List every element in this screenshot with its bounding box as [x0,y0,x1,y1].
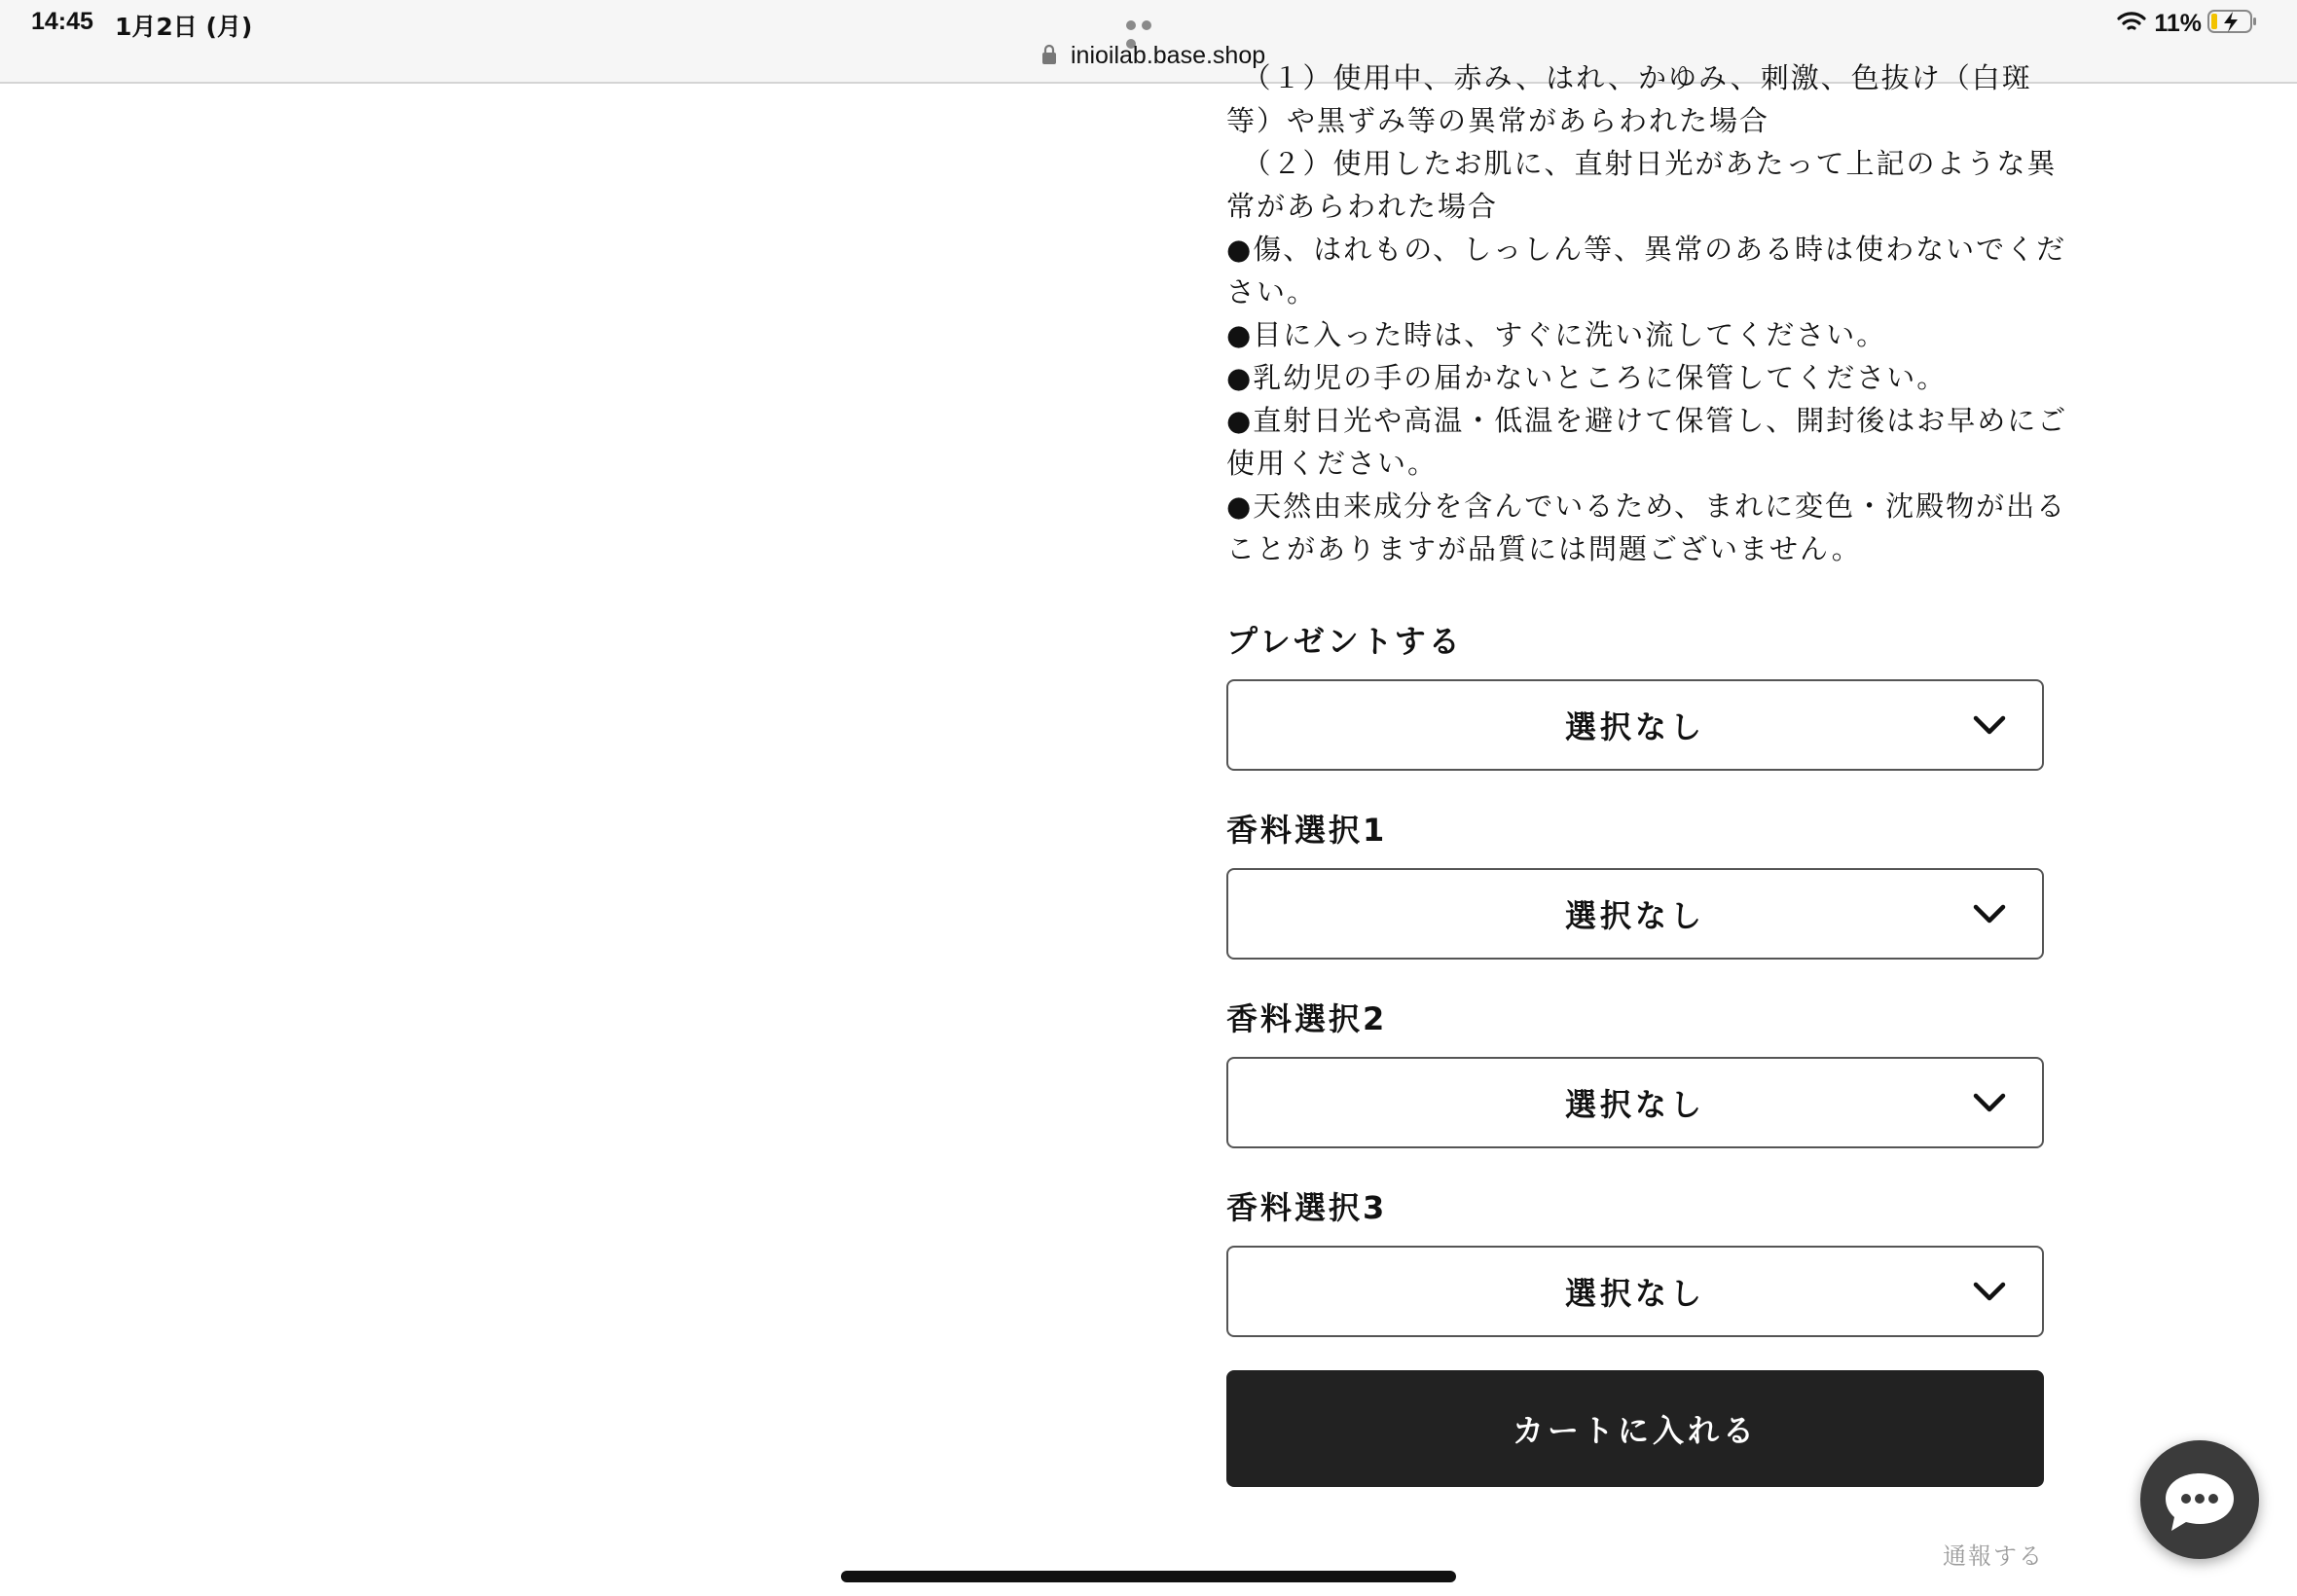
status-date: 1月2日 (月) [115,13,253,41]
chevron-down-icon [1972,710,2007,740]
chat-bubble-icon [2140,1440,2259,1559]
chat-button[interactable] [2140,1440,2259,1559]
chevron-down-icon [1972,899,2007,928]
chevron-down-icon [1972,1088,2007,1117]
caution-line: ●乳幼児の手の届かないところに保管してください。 [1226,361,1948,394]
caution-line: ●天然由来成分を含んでいるため、まれに変色・沈殿物が出る [1226,490,2067,523]
wifi-icon [2117,10,2146,37]
option-label-present: プレゼントする [1226,623,1463,660]
lock-icon [1041,44,1061,67]
present-select[interactable] [1226,679,2044,771]
add-to-cart-button[interactable]: カートに入れる [1226,1370,2044,1487]
select-value: 選択なし [1564,1086,1705,1123]
fragrance-1-select[interactable] [1226,868,2044,960]
url-text: inioilab.base.shop [1071,41,1266,69]
caution-line: （１）使用中、赤み、はれ、かゆみ、刺激、色抜け（白斑 [1226,61,2032,94]
fragrance-3-select[interactable] [1226,1246,2044,1337]
select-value: 選択なし [1564,708,1705,745]
chevron-down-icon [1972,1277,2007,1306]
status-indicators [2117,8,2258,39]
caution-line: さい。 [1226,275,1318,308]
caution-line: ●傷、はれもの、しっしん等、異常のある時は使わないでくだ [1226,233,2067,266]
fragrance-2-select[interactable] [1226,1057,2044,1148]
battery-charging-icon [2207,9,2258,38]
caution-line: ●直射日光や高温・低温を避けて保管し、開封後はお早めにご [1226,404,2068,437]
option-label-fragrance-3: 香料選択3 [1226,1189,1388,1226]
caution-line: ●目に入った時は、すぐに洗い流してください。 [1226,318,1887,351]
select-value: 選択なし [1564,1275,1705,1312]
product-caution-text [1226,56,2068,570]
status-time: 14:45 [31,8,93,35]
option-label-fragrance-2: 香料選択2 [1226,1000,1388,1037]
battery-percent: 11% [2154,9,2202,37]
home-indicator[interactable] [841,1571,1456,1582]
option-label-fragrance-1: 香料選択1 [1226,812,1388,849]
report-link[interactable]: 通報する [1943,1542,2044,1570]
more-dots-icon[interactable] [1126,16,1171,27]
caution-line: 使用ください。 [1226,447,1439,480]
select-value: 選択なし [1564,897,1705,934]
caution-line: （２）使用したお肌に、直射日光があたって上記のような異 [1226,147,2058,180]
caution-line: 常があらわれた場合 [1226,190,1499,223]
caution-line: ことがありますが品質には問題ございません。 [1226,532,1862,565]
caution-line: 等）や黒ずみ等の異常があらわれた場合 [1226,104,1770,137]
